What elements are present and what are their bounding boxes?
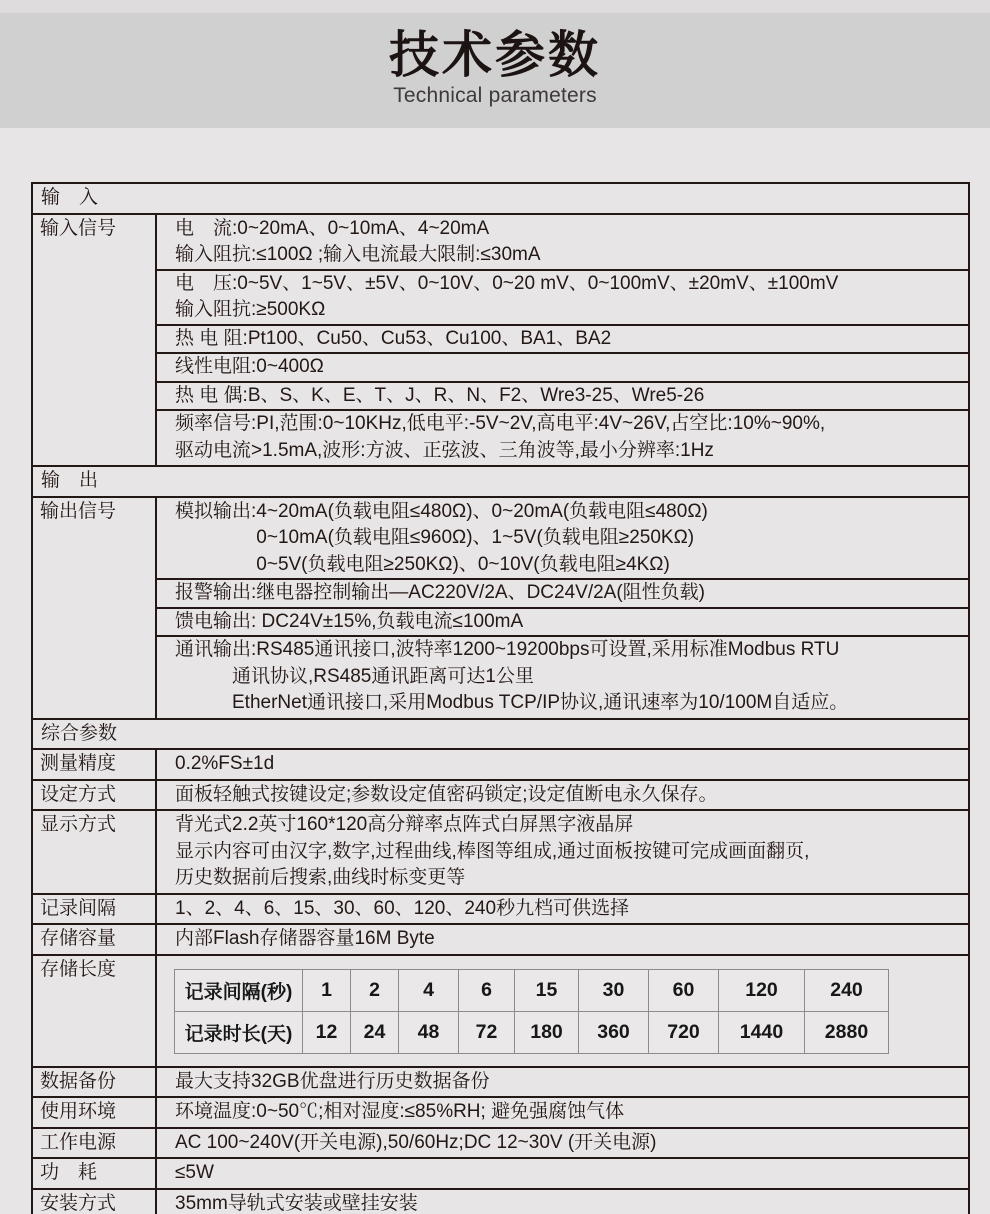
spec-row-storage-length (33, 954, 968, 1066)
spec-line: 电 压:0~5V、1~5V、±5V、0~10V、0~20 mV、0~100mV、±20mV、±100mV (175, 272, 839, 294)
row-content (155, 1068, 968, 1097)
storage-value-cell: 60 (649, 969, 719, 1011)
row-content (155, 1129, 968, 1158)
spec-line: 历史数据前后搜索,曲线时标变更等 (175, 867, 466, 888)
row-label: 数据备份 (40, 1070, 117, 1092)
spec-line: 35mm导轨式安装或壁挂安装 (175, 1192, 418, 1214)
spec-row-output-signal (33, 496, 968, 718)
storage-length-table (174, 969, 889, 1054)
section-label: 综合参数 (41, 722, 118, 744)
row-label: 输出信号 (40, 500, 117, 522)
spec-row-power-consumption (33, 1157, 968, 1188)
spec-line: 1、2、4、6、15、30、60、120、240秒九档可供选择 (175, 897, 630, 919)
storage-value-cell: 48 (399, 1011, 459, 1053)
spec-line: 馈电输出: DC24V±15%,负载电流≤100mA (175, 610, 524, 632)
spec-table (31, 182, 970, 1214)
spec-row-general-section (33, 718, 968, 749)
spec-row-setting-mode (33, 779, 968, 810)
spec-subrow (157, 499, 968, 579)
storage-value-cell: 2 (351, 969, 399, 1011)
spec-line: 0.2%FS±1d (175, 753, 275, 774)
storage-row-label: 记录间隔(秒) (175, 969, 303, 1011)
row-content (155, 1098, 968, 1127)
spec-line: 输入阻抗:≤100Ω ;输入电流最大限制:≤30mA (175, 244, 541, 265)
row-label: 输入信号 (40, 217, 117, 239)
section-label: 输 出 (41, 470, 99, 491)
storage-row-label: 记录时长(天) (175, 1011, 303, 1053)
storage-value-cell: 30 (579, 969, 649, 1011)
spec-line: 最大支持32GB优盘进行历史数据备份 (175, 1070, 490, 1092)
section-label: 输 入 (41, 187, 99, 208)
spec-line: 面板轻触式按键设定;参数设定值密码锁定;设定值断电永久保存。 (175, 783, 718, 805)
spec-row-input-signal (33, 213, 968, 466)
spec-line: 热 电 阻:Pt100、Cu50、Cu53、Cu100、BA1、BA2 (175, 327, 612, 349)
row-content (155, 498, 968, 718)
spec-line: 0~10mA(负载电阻≤960Ω)、1~5V(负载电阻≥250KΩ) (175, 527, 695, 548)
storage-value-cell: 72 (459, 1011, 515, 1053)
title-banner (0, 13, 990, 128)
row-content (155, 811, 968, 893)
row-content (155, 750, 968, 779)
storage-value-cell: 12 (303, 1011, 351, 1053)
top-strip (0, 0, 990, 13)
spec-row-accuracy (33, 748, 968, 779)
spec-row-storage-capacity (33, 923, 968, 954)
storage-value-cell: 120 (719, 969, 805, 1011)
spec-line: 背光式2.2英寸160*120高分辩率点阵式白屏黑字液晶屏 (175, 814, 634, 835)
spec-line: 模拟输出:4~20mA(负载电阻≤480Ω)、0~20mA(负载电阻≤480Ω) (175, 500, 708, 522)
storage-value-cell: 360 (579, 1011, 649, 1053)
storage-value-cell: 1440 (719, 1011, 805, 1053)
storage-value-cell: 15 (515, 969, 579, 1011)
storage-value-cell: 240 (805, 969, 889, 1011)
spec-line: 环境温度:0~50℃;相对湿度:≤85%RH; 避免强腐蚀气体 (175, 1101, 625, 1122)
row-content (155, 956, 968, 1066)
spec-line: 内部Flash存储器容量16M Byte (175, 928, 435, 949)
storage-value-cell: 2880 (805, 1011, 889, 1053)
spec-line: 驱动电流>1.5mA,波形:方波、正弦波、三角波等,最小分辨率:1Hz (175, 439, 714, 461)
spec-row-record-interval (33, 893, 968, 924)
row-content (155, 1159, 968, 1188)
spec-line: 热 电 偶:B、S、K、E、T、J、R、N、F2、Wre3-25、Wre5-26 (175, 384, 705, 406)
row-label: 存储长度 (40, 958, 117, 980)
spec-line: 0~5V(负载电阻≥250KΩ)、0~10V(负载电阻≥4KΩ) (175, 553, 670, 575)
spec-subrow (157, 578, 968, 607)
spec-line: 报警输出:继电器控制输出—AC220V/2A、DC24V/2A(阻性负载) (175, 582, 705, 603)
spec-line: 输入阻抗:≥500KΩ (175, 299, 326, 320)
spec-line: 线性电阻:0~400Ω (175, 356, 324, 377)
row-label: 使用环境 (40, 1101, 117, 1122)
page-subtitle: Technical parameters (393, 84, 597, 107)
spec-line: 显示内容可由汉字,数字,过程曲线,棒图等组成,通过面板按键可完成画面翻页, (175, 840, 810, 862)
spec-row-display-mode (33, 809, 968, 893)
row-label: 记录间隔 (40, 897, 117, 919)
row-label: 显示方式 (40, 814, 117, 835)
row-content (155, 895, 968, 924)
spec-subrow (157, 409, 968, 464)
page-title: 技术参数 (389, 27, 601, 83)
spec-row-output-section (33, 465, 968, 496)
spec-subrow (157, 216, 968, 269)
spec-row-environment (33, 1096, 968, 1127)
spec-subrow (157, 635, 968, 717)
spec-line: 电 流:0~20mA、0~10mA、4~20mA (175, 217, 490, 239)
row-label: 功 耗 (40, 1162, 98, 1183)
storage-value-cell: 180 (515, 1011, 579, 1053)
storage-value-cell: 24 (351, 1011, 399, 1053)
storage-table-row (175, 1011, 889, 1053)
row-label: 测量精度 (40, 753, 117, 774)
spec-subrow (157, 607, 968, 636)
spec-line: 频率信号:PI,范围:0~10KHz,低电平:-5V~2V,高电平:4V~26V,占空比:10%~90%, (175, 413, 826, 434)
row-content (155, 781, 968, 810)
storage-value-cell: 1 (303, 969, 351, 1011)
spec-row-data-backup (33, 1066, 968, 1097)
storage-value-cell: 4 (399, 969, 459, 1011)
spec-line: 通讯输出:RS485通讯接口,波特率1200~19200bps可设置,采用标准Modbus RTU (175, 639, 840, 660)
spec-line: 通讯协议,RS485通讯距离可达1公里 (175, 665, 534, 687)
row-label: 设定方式 (40, 783, 117, 805)
spec-subrow (157, 352, 968, 381)
spec-line: AC 100~240V(开关电源),50/60Hz;DC 12~30V (开关电源) (175, 1131, 657, 1153)
spec-row-input-section (33, 184, 968, 213)
row-content (155, 215, 968, 466)
storage-table-row (175, 969, 889, 1011)
spec-line: ≤5W (175, 1162, 214, 1183)
row-content (155, 1190, 968, 1214)
row-label: 存储容量 (40, 928, 117, 949)
row-label: 工作电源 (40, 1131, 117, 1153)
storage-value-cell: 6 (459, 969, 515, 1011)
spec-subrow (157, 269, 968, 324)
spec-line: EtherNet通讯接口,采用Modbus TCP/IP协议,通讯速率为10/100M自适应。 (175, 692, 849, 713)
row-content (155, 925, 968, 954)
spec-row-power-supply (33, 1127, 968, 1158)
storage-value-cell: 720 (649, 1011, 719, 1053)
spec-subrow (157, 324, 968, 353)
row-label: 安装方式 (40, 1192, 117, 1214)
spec-subrow (157, 381, 968, 410)
spec-row-mounting (33, 1188, 968, 1214)
